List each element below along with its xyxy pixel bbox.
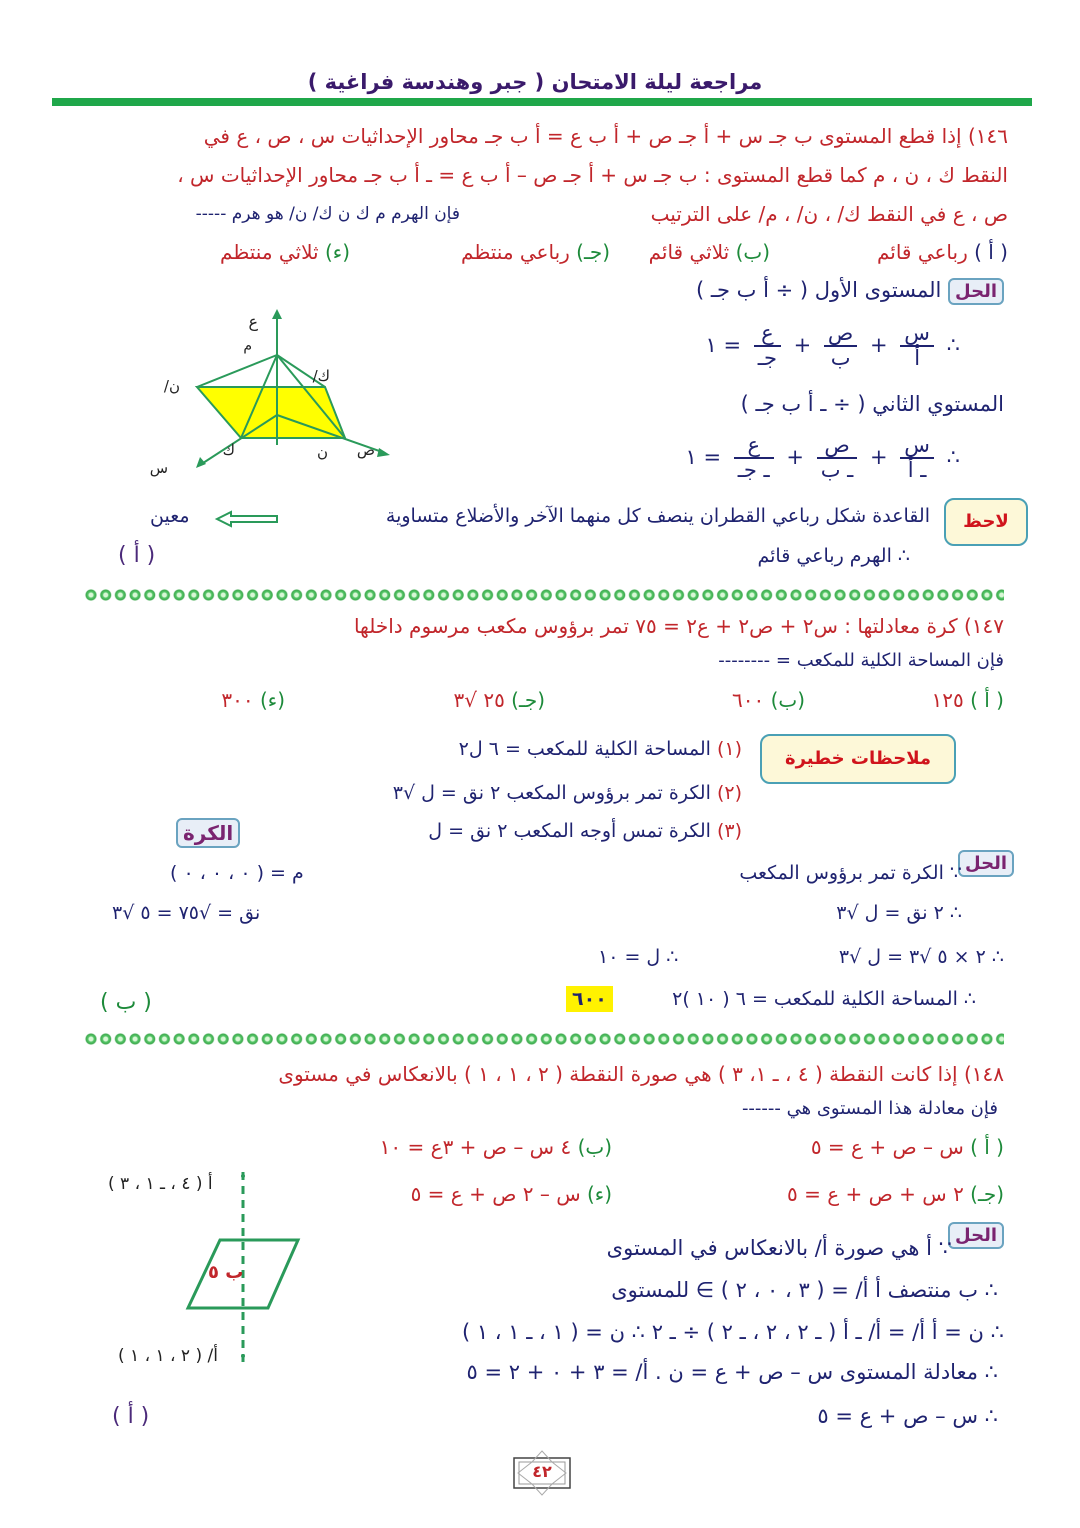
- q147-sol-line1: ∵ الكرة تمر برؤوس المكعب: [739, 862, 962, 884]
- q147-sol-line3: ∴ ٢ × ٥ √٣ = ل √٣: [838, 946, 1004, 968]
- q147-option-d[interactable]: (ء) ٣٠٠: [221, 688, 285, 712]
- pyramid-diagram: [149, 305, 410, 480]
- label-x: س: [149, 459, 168, 477]
- fraction: $\frac{\text{ص}}{\text{ـ ب}}$: [817, 434, 858, 482]
- label-k-prime: ك/: [312, 367, 330, 385]
- q146-option-c[interactable]: (جـ) رباعي منتظم: [461, 240, 610, 264]
- page-number-frame: [510, 1450, 574, 1496]
- q146-solution-plane1: الحل المستوى الأول ( ÷ أ ب جـ ): [696, 278, 1004, 305]
- important-notes-badge: ملاحظات خطيرة: [760, 734, 956, 784]
- q148-line2: فإن معادلة هذا المستوى هي ------: [741, 1098, 998, 1119]
- q148-option-b[interactable]: (ب) ٤ س – ص + ٣ع = ١٠: [379, 1135, 612, 1159]
- important-note-1: (١) المساحة الكلية للمكعب = ٦ ل٢: [458, 738, 742, 760]
- q146-solution-plane2: المستوي الثاني ( ÷ ـ أ ب جـ ): [740, 392, 1004, 416]
- q147-line2: فإن المساحة الكلية للمكعب = --------: [718, 650, 1004, 671]
- point-b-label: ب ٥: [208, 1262, 244, 1283]
- sphere-badge: الكرة: [176, 818, 240, 848]
- label-n: ن: [316, 443, 328, 461]
- q147-option-b[interactable]: (ب) ٦٠٠: [731, 688, 805, 712]
- q146-plane2-equation: ∴ $\frac{\text{س}}{\text{ـ أ}}$ + $\frac{\text{ص}}{\text{ـ ب}}$ + $\frac{\text{ع}}{\text{ـ جـ}}$ = ١: [685, 433, 960, 483]
- arrow-left-icon: [215, 510, 279, 528]
- fraction: $\frac{\text{س}}{\text{ـ أ}}$: [900, 434, 934, 482]
- fraction: $\frac{\text{س}}{\text{أ}}$: [900, 322, 934, 370]
- fraction: $\frac{\text{ع}}{\text{جـ}}$: [754, 322, 781, 370]
- note-result: معين: [150, 505, 190, 527]
- label-apex: م: [243, 338, 252, 354]
- q148-option-c[interactable]: (جـ) ٢ س + ص + ع = ٥: [787, 1182, 1004, 1206]
- solution-badge: الحل: [948, 278, 1004, 305]
- q148-sol-line2: ∴ ب منتصف أ أ/ = ( ٣ ، ٠ ، ٢ ) ∋ للمستوى: [611, 1278, 998, 1302]
- q148-line1: ١٤٨) إذا كانت النقطة ( ٤ ، ـ ١، ٣ ) هي صورة النقطة ( ٢ ، ١ ، ١ ) بالانعكاس في مستوى: [278, 1062, 1004, 1086]
- important-note-2: (٢) الكرة تمر برؤوس المكعب ٢ نق = ل √٣: [392, 782, 742, 804]
- q146-line3-left: فإن الهرم م ك ن ك/ ن/ هو هرم -----: [195, 204, 460, 224]
- point-a-label: أ ( ٤ ، ـ ١ ، ٣ ): [108, 1174, 213, 1194]
- fraction: $\frac{\text{ع}}{\text{ـ جـ}}$: [734, 434, 774, 482]
- note-badge: لاحظ: [944, 498, 1028, 546]
- q147-option-c[interactable]: (جـ) ٢٥ √٣: [453, 688, 545, 712]
- q146-line2: النقط ك ، ن ، م كما قطع المستوى : ب جـ س + أ جـ ص – أ ب ع = ـ أ ب جـ محاور الإحداثيات س ،: [177, 163, 1008, 187]
- section-divider: [84, 588, 1004, 602]
- page-number: ٤٢: [532, 1462, 552, 1481]
- q146-option-b[interactable]: (ب) ثلاثي قائم: [648, 240, 770, 264]
- point-a-prime-label: أ/ ( ٢ ، ١ ، ١ ): [118, 1346, 218, 1366]
- q148-option-d[interactable]: (ء) س – ٢ ص + ع = ٥: [410, 1182, 612, 1206]
- label-z: ع: [248, 312, 258, 331]
- q147-sol-line2: ∴ ٢ نق = ل √٣: [836, 902, 962, 924]
- q147-sol-line4: ∴ المساحة الكلية للمكعب = ٦ ( ١٠ )٢: [672, 988, 976, 1010]
- solution-badge: الحل: [948, 1222, 1004, 1249]
- label-y: ص: [356, 441, 375, 459]
- q147-sol-center: م = ( ٠ ، ٠ ، ٠ ): [170, 862, 304, 884]
- label-k: ك: [222, 441, 235, 459]
- point-a-prime: [241, 1354, 245, 1358]
- important-note-3: (٣) الكرة تمس أوجه المكعب ٢ نق = ل: [428, 820, 742, 842]
- page-header-title: مراجعة ليلة الامتحان ( جبر وهندسة فراغية ): [307, 70, 763, 94]
- fraction: $\frac{\text{ص}}{\text{ب}}$: [824, 322, 857, 370]
- solution-badge: الحل: [958, 850, 1014, 877]
- q146-answer: ( أ ): [118, 543, 156, 568]
- q146-option-d[interactable]: (ء) ثلاثي منتظم: [220, 240, 350, 264]
- q146-option-a[interactable]: ( أ ) رباعي قائم: [876, 240, 1008, 264]
- q146-line1: ١٤٦) إذا قطع المستوى ب جـ س + أ جـ ص + أ ب ع = أ ب جـ محاور الإحداثيات س ، ص ، ع في: [203, 124, 1008, 148]
- q148-answer: ( أ ): [112, 1404, 150, 1429]
- section-divider: [84, 1032, 1004, 1046]
- q148-sol-line5: ∴ س – ص + ع = ٥: [817, 1404, 998, 1428]
- note-text: القاعدة شكل رباعي القطران ينصف كل منهما الآخر والأضلاع متساوية: [385, 505, 930, 527]
- q146-line3-right: ص ، ع في النقط ك/ ، ن/ ، م/ على الترتيب: [650, 202, 1008, 226]
- q147-answer-highlight: ٦٠٠: [566, 986, 613, 1012]
- q147-sol-length: ∴ ل = ١٠: [598, 946, 679, 968]
- point-a: [241, 1174, 245, 1178]
- arrowhead-icon: [196, 457, 206, 468]
- q146-plane1-equation: ∴ $\frac{\text{س}}{\text{أ}}$ + $\frac{\text{ص}}{\text{ب}}$ + $\frac{\text{ع}}{\text{جـ}}$ = ١: [705, 321, 960, 371]
- q147-sol-radius: نق = √٧٥ = ٥ √٣: [112, 902, 261, 924]
- q147-line1: ١٤٧) كرة معادلتها : س٢ + ص٢ + ع٢ = ٧٥ تمر برؤوس مكعب مرسوم داخلها: [353, 614, 1004, 638]
- label-n-prime: ن/: [163, 377, 180, 395]
- arrowhead-icon: [377, 448, 390, 457]
- note-conclusion: ∴ الهرم رباعي قائم: [757, 545, 910, 567]
- q147-option-a[interactable]: ( أ ) ١٢٥: [931, 688, 1004, 712]
- arrowhead-icon: [272, 309, 282, 319]
- q147-answer: ( ب ): [100, 990, 152, 1015]
- q148-option-a[interactable]: ( أ ) س – ص + ع = ٥: [810, 1135, 1004, 1159]
- q148-sol-line3: ∴ ن = أ أ/ = أ/ ـ أ ( ـ ٢ ، ٢ ، ـ ٢ ) ÷ ـ ٢ ∴ ن = ( ١ ، ـ ١ ، ١ ): [461, 1320, 1004, 1344]
- q148-sol-line1: ∵ أ هي صورة أ/ بالانعكاس في المستوى: [606, 1236, 952, 1260]
- header-divider: [52, 98, 1032, 106]
- q148-sol-line4: ∴ معادلة المستوى س – ص + ع = ن . أ/ = ٣ + ٠ + ٢ = ٥: [466, 1360, 998, 1384]
